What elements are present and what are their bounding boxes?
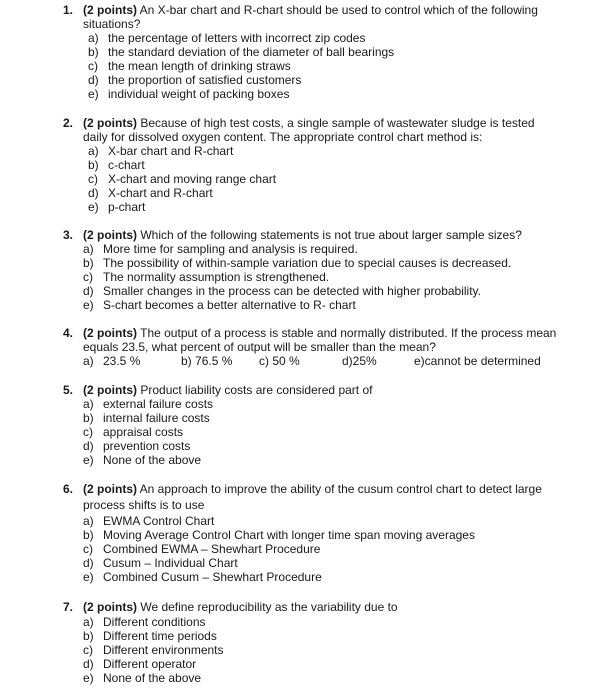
option-b[interactable]: b) Different time periods — [83, 629, 217, 643]
question-points: (2 points) — [83, 383, 137, 397]
question-number: 5. — [63, 383, 74, 397]
option-c[interactable]: c) The normality assumption is strengthened. — [83, 270, 330, 284]
option-a[interactable]: a) More time for sampling and analysis is required. — [83, 242, 358, 256]
option-b[interactable]: b) internal failure costs — [83, 411, 210, 425]
option-c[interactable]: c) 50 % — [259, 354, 300, 368]
option-c[interactable]: c) Different environments — [83, 643, 224, 657]
option-d[interactable]: d) Cusum – Individual Chart — [83, 556, 238, 570]
option-a[interactable]: a) EWMA Control Chart — [83, 514, 215, 528]
option-d[interactable]: d) Different operator — [83, 657, 197, 671]
option-b[interactable]: b) c-chart — [88, 158, 145, 172]
question-text-line-1: (2 points) Product liability costs are considered part of — [83, 383, 373, 397]
option-d[interactable]: d) the proportion of satisfied customers — [88, 73, 302, 87]
option-a[interactable]: a) 23.5 % — [83, 354, 141, 368]
question-points: (2 points) — [83, 3, 137, 17]
question-text-line-1: (2 points) Which of the following statements is not true about larger sample sizes? — [83, 228, 522, 242]
question-text-line-2: daily for dissolved oxygen content. The appropriate control chart method is: — [83, 130, 483, 144]
option-a[interactable]: a) X-bar chart and R-chart — [88, 144, 234, 158]
question-text-line-1: (2 points) The output of a process is stable and normally distributed. If the process mean — [83, 326, 557, 340]
option-e[interactable]: e) individual weight of packing boxes — [88, 87, 290, 101]
option-b[interactable]: b) 76.5 % — [181, 354, 233, 368]
option-a[interactable]: a) Different conditions — [83, 615, 206, 629]
option-e[interactable]: e) None of the above — [83, 453, 202, 467]
option-c[interactable]: c) appraisal costs — [83, 425, 184, 439]
option-d[interactable]: d) Smaller changes in the process can be detected with higher probability. — [83, 284, 481, 298]
option-b[interactable]: b) The possibility of within-sample variation due to special causes is decreased. — [83, 256, 512, 270]
question-text-line-1: (2 points) An X-bar chart and R-chart should be used to control which of the following — [83, 3, 538, 17]
question-points: (2 points) — [83, 228, 137, 242]
question-text-line-2: process shifts is to use — [83, 498, 205, 512]
question-number: 4. — [63, 326, 74, 340]
question-number: 2. — [63, 116, 74, 130]
question-points: (2 points) — [83, 600, 137, 614]
option-b[interactable]: b) the standard deviation of the diameter of ball bearings — [88, 45, 395, 59]
question-text-line-2: equals 23.5, what percent of output will be smaller than the mean? — [83, 340, 436, 354]
question-points: (2 points) — [83, 326, 137, 340]
option-c[interactable]: c) the mean length of drinking straws — [88, 59, 291, 73]
question-number: 7. — [63, 600, 74, 614]
option-e[interactable]: e)cannot be determined — [414, 354, 541, 368]
question-text-line-1: (2 points) We define reproducibility as the variability due to — [83, 600, 398, 614]
option-c[interactable]: c) Combined EWMA – Shewhart Procedure — [83, 542, 321, 556]
question-number: 1. — [63, 3, 74, 17]
question-number: 6. — [63, 482, 74, 496]
option-d[interactable]: d) X-chart and R-chart — [88, 186, 213, 200]
question-text-line-2: situations? — [83, 17, 141, 31]
option-e[interactable]: e) p-chart — [88, 200, 146, 214]
question-points: (2 points) — [83, 482, 137, 496]
option-a[interactable]: a) the percentage of letters with incorrect zip codes — [88, 31, 366, 45]
option-e[interactable]: e) Combined Cusum – Shewhart Procedure — [83, 570, 322, 584]
option-d[interactable]: d) prevention costs — [83, 439, 191, 453]
option-b[interactable]: b) Moving Average Control Chart with longer time span moving averages — [83, 528, 475, 542]
question-points: (2 points) — [83, 116, 137, 130]
question-text-line-1: (2 points) Because of high test costs, a single sample of wastewater sludge is tested — [83, 116, 535, 130]
option-c[interactable]: c) X-chart and moving range chart — [88, 172, 277, 186]
option-a[interactable]: a) external failure costs — [83, 397, 214, 411]
option-e[interactable]: e) S-chart becomes a better alternative to R- chart — [83, 298, 356, 312]
option-e[interactable]: e) None of the above — [83, 671, 202, 685]
option-d[interactable]: d)25% — [342, 354, 377, 368]
question-text-line-1: (2 points) An approach to improve the ability of the cusum control chart to detect large — [83, 482, 542, 496]
question-number: 3. — [63, 228, 74, 242]
